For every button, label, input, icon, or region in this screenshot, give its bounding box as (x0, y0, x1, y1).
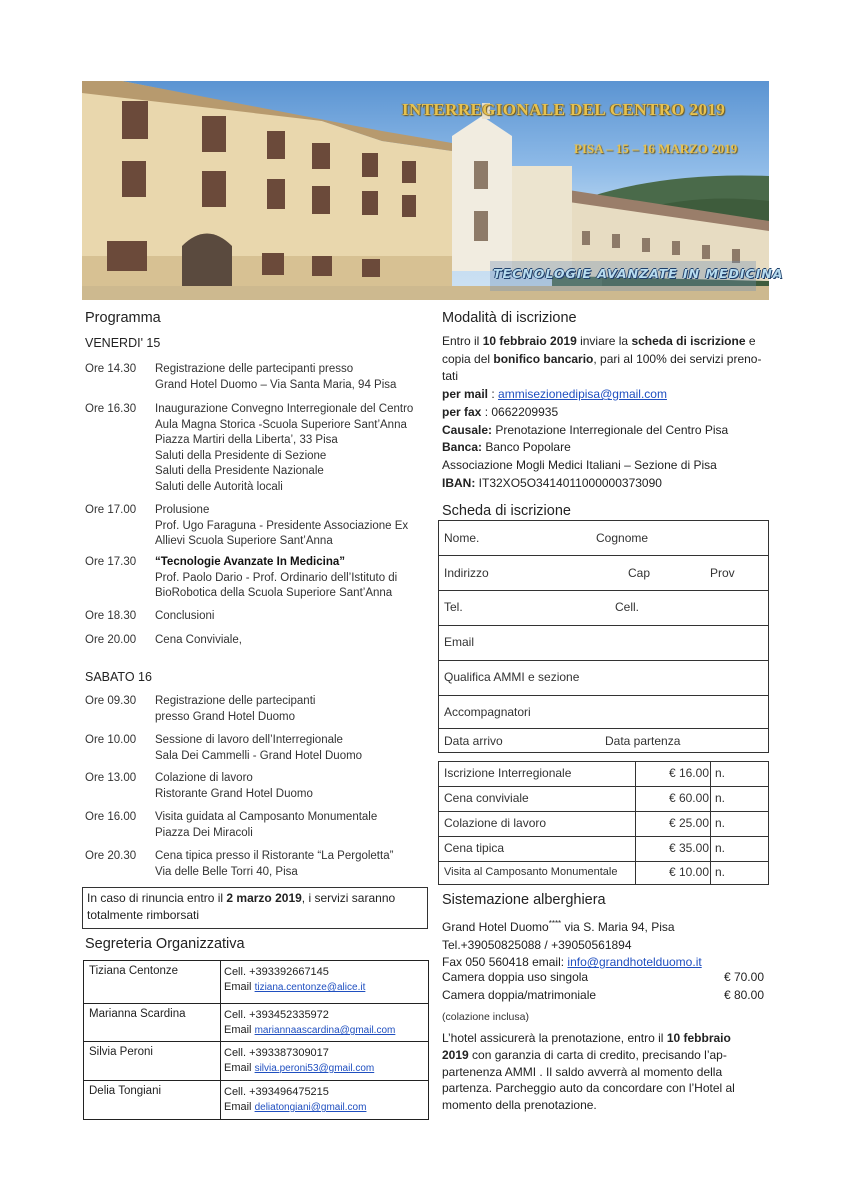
form-label: Prov (710, 566, 735, 580)
secretariat-table (83, 960, 429, 1120)
hotel-note-text: momento della prenotazione. (442, 1098, 597, 1113)
fax-number: 0662209935 (491, 404, 559, 419)
program-time: Ore 13.00 (85, 772, 137, 784)
contact-cell: +393452335972 (249, 1009, 329, 1021)
reg-text: , pari al 100% dei servizi preno- (593, 351, 762, 366)
program-line: Sessione di lavoro dell’Interregionale (155, 734, 343, 746)
iban-text: IT32XO5O3414011000000373090 (478, 475, 662, 490)
table-row (84, 1042, 428, 1081)
hotel-name: Grand Hotel Duomo (442, 920, 549, 934)
banca-text: Banco Popolare (485, 440, 571, 455)
hotel-stars: **** (548, 919, 562, 928)
program-time: Ore 16.30 (85, 403, 137, 415)
price-amount: € 10.00 (668, 865, 709, 879)
notice-text: , i servizi saranno (301, 891, 396, 905)
reg-text: copia del (442, 351, 494, 366)
contact-email-link[interactable]: mariannaascardina@gmail.com (254, 1025, 396, 1036)
program-time: Ore 20.00 (85, 634, 137, 646)
room-price: € 70.00 (723, 970, 764, 984)
program-time: Ore 10.00 (85, 734, 137, 746)
hotel-email-link[interactable]: info@grandhotelduomo.it (567, 955, 702, 970)
cell-label: Cell. (224, 966, 247, 978)
form-label: Cap (628, 566, 651, 580)
program-line: Piazza Martiri della Liberta’, 33 Pisa (155, 434, 338, 447)
price-amount: € 25.00 (668, 816, 709, 830)
program-time: Ore 16.00 (85, 811, 137, 823)
hotel-rooms (442, 969, 764, 1004)
banner-subtitle: PISA – 15 – 16 MARZO 2019 (574, 141, 738, 156)
price-amount: € 60.00 (668, 791, 709, 805)
reg-text: inviare la (576, 334, 632, 348)
program-line: Saluti della Presidente di Sezione (155, 449, 327, 462)
hotel-note-date: 10 febbraio (666, 1031, 731, 1045)
reg-text: tati (442, 369, 459, 384)
contact-name: Silvia Peroni (89, 1046, 153, 1058)
form-label: Cell. (615, 600, 640, 614)
quantity-field[interactable]: n. (715, 766, 726, 780)
form-label: Email (444, 635, 475, 649)
form-label: Qualifica AMMI e sezione (444, 670, 580, 684)
form-row-accompagnatori[interactable] (439, 696, 768, 729)
contact-name: Delia Tongiani (89, 1085, 162, 1097)
notice-text: totalmente rimborsati (87, 908, 200, 922)
program-time: Ore 17.00 (85, 504, 137, 516)
iban-label: IBAN: (442, 475, 476, 490)
contact-name: Tiziana Centonze (89, 965, 179, 977)
form-row-address[interactable] (439, 556, 768, 591)
program-talk-title: “Tecnologie Avanzate In Medicina” (155, 556, 345, 568)
hotel-info (442, 915, 772, 972)
form-label: Data arrivo (444, 734, 503, 748)
table-row (439, 861, 768, 886)
price-amount: € 35.00 (668, 841, 709, 855)
hotel-note-year: 2019 (442, 1047, 469, 1062)
hotel-heading: Sistemazione alberghiera (442, 892, 606, 908)
table-row (439, 812, 768, 837)
room-type: Camera doppia uso singola (442, 970, 589, 984)
form-label: Indirizzo (444, 566, 489, 580)
program-line: Cena tipica presso il Ristorante “La Pergoletta” (155, 850, 394, 862)
registration-email-link[interactable]: ammisezionedipisa@gmail.com (498, 387, 667, 402)
program-line: Saluti della Presidente Nazionale (155, 465, 324, 478)
mail-label: per mail (442, 387, 489, 402)
table-row (439, 787, 768, 812)
reg-text: Entro il (442, 334, 483, 348)
contact-cell: +393392667145 (249, 966, 329, 978)
table-row (439, 762, 768, 787)
price-table (438, 761, 769, 885)
program-time: Ore 17.30 (85, 556, 137, 568)
secretariat-heading: Segreteria Organizzativa (85, 936, 245, 952)
program-line: Saluti delle Autorità locali (155, 480, 283, 493)
program-line: Cena Conviviale, (155, 634, 242, 646)
program-line: Prof. Ugo Faraguna - Presidente Associazione Ex (155, 519, 409, 532)
reg-date: 10 febbraio 2019 (482, 334, 577, 348)
day2-heading: SABATO 16 (85, 670, 152, 684)
hotel-note-text: con garanzia di carta di credito, precisando l’ap- (468, 1047, 727, 1062)
reg-bonifico: bonifico bancario (493, 351, 594, 366)
banner-theme: TECNOLOGIE AVANZATE IN MEDICINA (493, 266, 784, 281)
email-label: Email (224, 1101, 252, 1113)
program-line: Prolusione (155, 504, 210, 516)
form-row-dates[interactable] (439, 729, 768, 753)
quantity-field[interactable]: n. (715, 865, 726, 879)
program-line: Registrazione delle partecipanti presso (155, 363, 354, 375)
reg-text: e (745, 334, 756, 348)
program-line: Via delle Belle Torri 40, Pisa (155, 865, 298, 878)
price-item: Iscrizione Interregionale (444, 766, 572, 780)
hotel-address: via S. Maria 94, Pisa (564, 920, 675, 934)
table-row (439, 837, 768, 862)
association-text: Associazione Mogli Medici Italiani – Sezione di Pisa (442, 457, 717, 472)
form-label: Nome. (444, 531, 480, 545)
program-line: BioRobotica della Scuola Superiore Sant’Anna (155, 587, 393, 600)
program-line: Conclusioni (155, 610, 215, 622)
causale-text: Prenotazione Interregionale del Centro Pisa (495, 422, 729, 437)
room-price: € 80.00 (723, 987, 764, 1002)
reg-form-ref: scheda di iscrizione (631, 334, 746, 348)
table-row (84, 961, 428, 1004)
banner-title: INTERREGIONALE DEL CENTRO 2019 (402, 100, 726, 119)
program-line: Inaugurazione Convegno Interregionale del Centro (155, 403, 414, 415)
form-label: Tel. (444, 600, 463, 614)
program-time: Ore 20.30 (85, 850, 137, 862)
cell-label: Cell. (224, 1009, 247, 1021)
banca-label: Banca: (442, 440, 483, 455)
form-heading: Scheda di iscrizione (442, 503, 571, 519)
form-label: Accompagnatori (444, 705, 531, 719)
notice-date: 2 marzo 2019 (226, 891, 302, 905)
cancellation-notice (82, 887, 428, 929)
fax-label: per fax (442, 404, 482, 419)
program-line: presso Grand Hotel Duomo (155, 710, 295, 723)
contact-email-link[interactable]: silvia.peroni53@gmail.com (254, 1063, 375, 1074)
contact-email-link[interactable]: tiziana.centonze@alice.it (254, 982, 366, 993)
contact-email-link[interactable]: deliatongiani@gmail.com (254, 1102, 367, 1113)
program-time: Ore 18.30 (85, 610, 137, 622)
cell-label: Cell. (224, 1086, 247, 1098)
program-line: Colazione di lavoro (155, 772, 253, 784)
program-line: Ristorante Grand Hotel Duomo (155, 787, 313, 800)
hotel-phone: Tel.+39050825088 / +39050561894 (442, 937, 632, 952)
hotel-note-text: partenenza AMMI . Il saldo avverrà al momento della (442, 1064, 723, 1079)
form-row-qualifica[interactable] (439, 661, 768, 696)
price-item: Cena tipica (444, 841, 505, 855)
program-line: Piazza Dei Miracoli (155, 826, 253, 839)
form-label: Cognome (596, 531, 649, 545)
table-row (84, 1081, 428, 1119)
causale-label: Causale: (442, 422, 493, 437)
program-line: Grand Hotel Duomo – Via Santa Maria, 94 Pisa (155, 378, 397, 391)
program-line: Registrazione delle partecipanti (155, 695, 316, 707)
price-item: Cena conviviale (444, 791, 529, 805)
form-row-phone[interactable] (439, 591, 768, 626)
program-line: Aula Magna Storica -Scuola Superiore Sant’Anna (155, 418, 407, 431)
price-item: Visita al Camposanto Monumentale (444, 866, 618, 878)
breakfast-note: (colazione inclusa) (442, 1011, 529, 1023)
contact-cell: +393496475215 (249, 1086, 329, 1098)
form-label: Data partenza (605, 734, 681, 748)
price-item: Colazione di lavoro (444, 816, 547, 830)
program-line: Sala Dei Cammelli - Grand Hotel Duomo (155, 749, 363, 762)
program-line: Allievi Scuola Superiore Sant’Anna (155, 535, 333, 548)
registration-info: Entro il 10 febbraio 2019 inviare la scheda di iscrizione e copia del bonifico bancario, pari al 100% dei servizi preno- tati per mail : ammisezionedipisa@gmail.com per fax : 0662209935 Causale: Prenotazione Interregionale del Centro Pisa Banca: Banco Popolare Associazione Mogli Medici Italiani – Sezione di Pisa IBAN: IT32XO5O3414011000000373090 (442, 333, 772, 492)
form-row-name[interactable] (439, 521, 768, 556)
registration-form (438, 520, 769, 753)
hotel-note-text: L’hotel assicurerà la prenotazione, entro il (442, 1031, 667, 1045)
program-time: Ore 09.30 (85, 695, 137, 707)
cell-label: Cell. (224, 1047, 247, 1059)
notice-text: In caso di rinuncia entro il (87, 891, 227, 905)
program-time: Ore 14.30 (85, 363, 137, 375)
hotel-note (442, 1030, 772, 1114)
table-row (84, 1004, 428, 1042)
contact-cell: +393387309017 (249, 1047, 329, 1059)
program-line: Prof. Paolo Dario - Prof. Ordinario dell’Istituto di (155, 571, 398, 584)
contact-name: Marianna Scardina (89, 1008, 186, 1020)
day1-heading: VENERDI' 15 (85, 336, 161, 350)
room-type: Camera doppia/matrimoniale (442, 987, 597, 1002)
email-label: Email (224, 1024, 252, 1036)
email-label: Email (224, 1062, 252, 1074)
hotel-fax: Fax 050 560418 email: (442, 955, 568, 970)
quantity-field[interactable]: n. (715, 816, 726, 830)
quantity-field[interactable]: n. (715, 841, 726, 855)
quantity-field[interactable]: n. (715, 791, 726, 805)
registration-heading: Modalità di iscrizione (442, 310, 577, 326)
price-amount: € 16.00 (668, 766, 709, 780)
form-row-email[interactable] (439, 626, 768, 661)
program-heading: Programma (85, 310, 161, 326)
program-line: Visita guidata al Camposanto Monumentale (155, 811, 378, 823)
email-label: Email (224, 981, 252, 993)
hotel-note-text: partenza. Parcheggio auto da concordare con l’Hotel al (442, 1081, 735, 1096)
